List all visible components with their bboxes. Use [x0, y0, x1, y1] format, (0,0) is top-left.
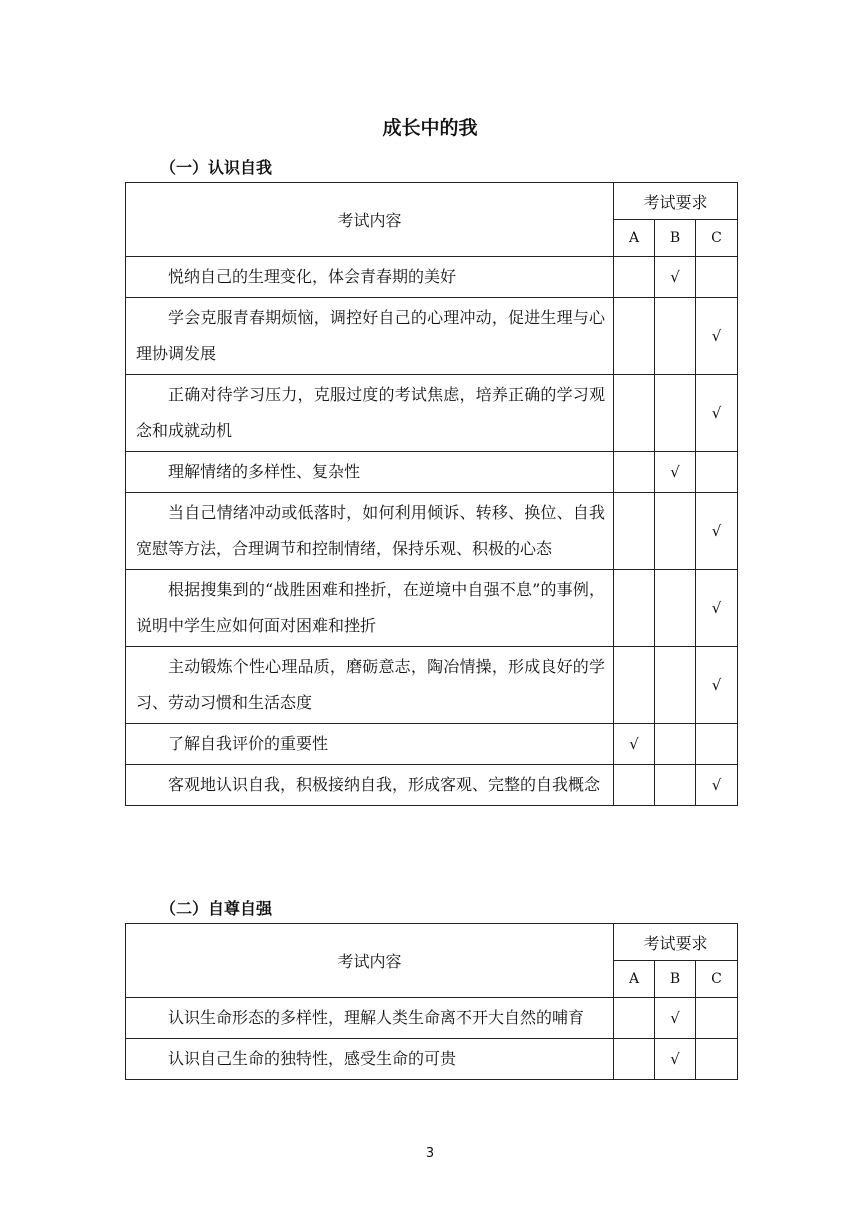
section-heading-1: （一）认识自我	[160, 158, 273, 177]
requirements-table-2	[125, 923, 738, 1080]
table-header-row	[126, 183, 738, 220]
check-mark-icon: √	[670, 268, 680, 286]
section-heading-2: （二）自尊自强	[160, 899, 273, 918]
table-row	[126, 1039, 738, 1080]
table-header-row	[126, 924, 738, 961]
level-b-cell	[655, 570, 696, 647]
check-mark-icon: √	[711, 776, 722, 794]
level-b-cell	[655, 1039, 696, 1080]
level-a-cell	[614, 493, 655, 570]
level-c-cell	[696, 452, 738, 493]
header-content: 考试内容	[126, 183, 614, 257]
header-level-a: A	[614, 220, 655, 257]
level-c-cell	[696, 570, 738, 647]
requirement-content: 主动锻炼个性心理品质，磨砺意志，陶冶情操，形成良好的学习、劳动习惯和生活态度	[126, 647, 614, 724]
level-a-cell	[614, 375, 655, 452]
check-mark-icon: √	[711, 404, 722, 422]
header-level-b: B	[655, 961, 696, 998]
level-b-cell	[655, 452, 696, 493]
header-content: 考试内容	[126, 924, 614, 998]
level-c-cell	[696, 375, 738, 452]
level-b-cell	[655, 375, 696, 452]
level-a-cell	[614, 647, 655, 724]
header-requirement: 考试要求	[614, 924, 738, 961]
header-requirement: 考试要求	[614, 183, 738, 220]
level-c-cell	[696, 765, 738, 806]
check-mark-icon: √	[711, 327, 722, 345]
check-mark-icon: √	[670, 1009, 680, 1027]
requirement-content: 认识生命形态的多样性，理解人类生命离不开大自然的哺育	[126, 998, 614, 1039]
table-row	[126, 724, 738, 765]
header-level-c: C	[696, 961, 738, 998]
header-level-c: C	[696, 220, 738, 257]
level-c-cell	[696, 724, 738, 765]
level-c-cell	[696, 998, 738, 1039]
table-row	[126, 570, 738, 647]
table-row	[126, 765, 738, 806]
table-row	[126, 998, 738, 1039]
check-mark-icon: √	[670, 463, 680, 481]
requirements-table-1	[125, 182, 738, 806]
table-row	[126, 257, 738, 298]
level-a-cell	[614, 452, 655, 493]
level-c-cell	[696, 1039, 738, 1080]
level-a-cell	[614, 1039, 655, 1080]
level-a-cell	[614, 298, 655, 375]
level-b-cell	[655, 647, 696, 724]
header-level-b: B	[655, 220, 696, 257]
requirement-content: 理解情绪的多样性、复杂性	[126, 452, 614, 493]
level-b-cell	[655, 493, 696, 570]
check-mark-icon: √	[711, 676, 722, 694]
level-b-cell	[655, 724, 696, 765]
check-mark-icon: √	[629, 735, 639, 753]
level-a-cell	[614, 257, 655, 298]
check-mark-icon: √	[711, 522, 722, 540]
header-level-a: A	[614, 961, 655, 998]
requirement-content: 客观地认识自我，积极接纳自我，形成客观、完整的自我概念	[126, 765, 614, 806]
requirement-content: 正确对待学习压力，克服过度的考试焦虑，培养正确的学习观念和成就动机	[126, 375, 614, 452]
level-c-cell	[696, 298, 738, 375]
level-b-cell	[655, 998, 696, 1039]
table-row	[126, 493, 738, 570]
level-a-cell	[614, 570, 655, 647]
requirement-content: 认识自己生命的独特性，感受生命的可贵	[126, 1039, 614, 1080]
level-b-cell	[655, 298, 696, 375]
level-a-cell	[614, 765, 655, 806]
table-row	[126, 375, 738, 452]
table-row	[126, 452, 738, 493]
requirement-content: 学会克服青春期烦恼，调控好自己的心理冲动，促进生理与心理协调发展	[126, 298, 614, 375]
level-c-cell	[696, 257, 738, 298]
page-number: 3	[425, 1146, 435, 1161]
requirement-content: 悦纳自己的生理变化，体会青春期的美好	[126, 257, 614, 298]
check-mark-icon: √	[670, 1050, 680, 1068]
requirement-content: 当自己情绪冲动或低落时，如何利用倾诉、转移、换位、自我宽慰等方法，合理调节和控制情绪，保持乐观、积极的心态	[126, 493, 614, 570]
requirement-content: 了解自我评价的重要性	[126, 724, 614, 765]
requirement-content: 根据搜集到的“战胜困难和挫折，在逆境中自强不息”的事例，说明中学生应如何面对困难和挫折	[126, 570, 614, 647]
level-c-cell	[696, 493, 738, 570]
page-title: 成长中的我	[382, 117, 478, 139]
level-a-cell	[614, 998, 655, 1039]
level-b-cell	[655, 765, 696, 806]
table-row	[126, 298, 738, 375]
check-mark-icon: √	[711, 599, 722, 617]
table-row	[126, 647, 738, 724]
level-b-cell	[655, 257, 696, 298]
level-a-cell	[614, 724, 655, 765]
level-c-cell	[696, 647, 738, 724]
